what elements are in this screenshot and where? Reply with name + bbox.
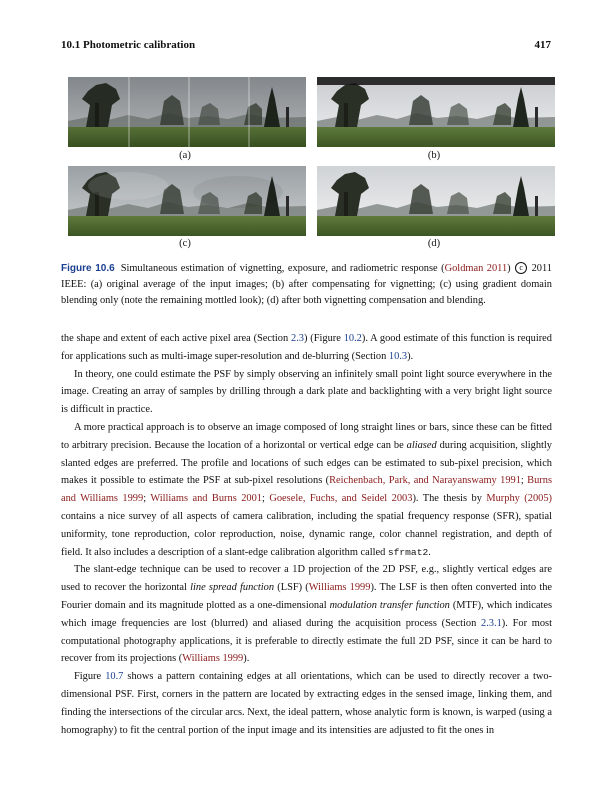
emphasis: aliased (406, 439, 437, 451)
paragraph (61, 330, 552, 366)
citation-link[interactable]: Burns and Williams 1999 (61, 475, 552, 505)
text-run: ). The LSF is then often converted into the Fourier domain and its magnitude plotted as a one-dimensional (61, 582, 553, 611)
section-reference-link[interactable]: 10.3 (388, 350, 408, 362)
text-run: ; (262, 493, 270, 505)
figure-panel-c-label: (c) (179, 238, 191, 249)
paragraph (61, 668, 552, 739)
figure-panel-c-image (68, 166, 306, 236)
running-section-title: 10.1 Photometric calibration (61, 39, 196, 51)
emphasis: modulation transfer function (329, 599, 450, 611)
paragraph (61, 419, 552, 561)
code-name: sfrmat2 (387, 546, 429, 558)
paragraph (61, 366, 552, 419)
text-run: ) (Figure (304, 333, 344, 344)
caption-text: Simultaneous estimation of vignetting, exposure, and radiometric response ( (120, 263, 445, 274)
page-header (61, 39, 551, 55)
citation-link[interactable]: Reichenbach, Park, and Narayanswamy 1991 (329, 475, 521, 487)
caption-text: 2011 IEEE: (a) original average of the input images; (b) after compensating for vignetting; (c) using gradient domain blending only (note the remaining mottled look); (d) after both vignetting compensation and blending. (61, 263, 553, 306)
citation-link[interactable]: Williams 1999 (182, 653, 244, 665)
body-text (61, 330, 552, 739)
text-run: contains a nice survey of all aspects of camera calibration, including the spatial frequency response (SFR), spatial uniformity, tone reproduction, color reproduction, noise, dynamic range, color channel registration, and depth of field. It also includes a description of a slant-edge calibration algorithm called (61, 510, 552, 558)
text-run: . (428, 546, 431, 558)
paragraph (61, 561, 552, 668)
figure-panel-b-image (317, 77, 555, 147)
figure-reference-link[interactable]: 10.7 (105, 671, 124, 683)
text-run: Figure (74, 671, 106, 683)
text-run: (LSF) ( (274, 582, 309, 594)
citation-link[interactable]: Goldman 2011 (444, 263, 508, 274)
emphasis: line spread function (190, 582, 275, 594)
text-run: the shape and extent of each active pixel area (Section (61, 333, 292, 344)
text-run: ). (407, 350, 414, 362)
figure-panel-b-label: (b) (427, 150, 441, 161)
text-run: ). A good estimate of this function is required for applications such as multi-image super-resolution and de-blurring (Section (61, 333, 552, 362)
text-run: In theory, one could estimate the PSF by simply observing an infinitely small point light source everywhere in the image. Creating an array of samples by drilling through a dark plate and backlighting with a very bright light source is difficult in practice. (61, 368, 552, 416)
text-run: The slant-edge technique can be used to recover a 1D projection of the 2D PSF, e.g., slightly vertical edges are used to recover the horizontal (61, 564, 552, 594)
caption-text: ) (507, 263, 515, 274)
figure-number: Figure 10.6 (61, 263, 115, 274)
text-run: ). For most computational photography applications, it is preferable to directly estimate the full 2D PSF, since it can be hard to recover from its projections ( (61, 617, 552, 665)
text-run: ; (520, 475, 528, 487)
figure-panel-d-label: (d) (427, 238, 441, 249)
text-run: shows a pattern containing edges at all orientations, which can be used to directly recover a two-dimensional PSF. First, corners in the pattern are located by extracting edges in the sensed image, linking them, and finding the intersections of the circular arcs. Next, the ideal pattern, whose analytic form is known, is warped (using a homography) to fit the central portion of the input image and its intensities are adjusted to fit the ones in (61, 671, 552, 736)
figure-caption (61, 261, 552, 308)
figure-panel-a-image (68, 77, 306, 147)
citation-link[interactable]: Williams and Burns 2001 (150, 493, 262, 505)
section-reference-link[interactable]: 2.3 (291, 333, 305, 344)
text-run: ; (143, 493, 151, 505)
figure-reference-link[interactable]: 10.2 (343, 333, 362, 344)
text-run: ). (243, 653, 250, 665)
text-run: ). The thesis by (412, 493, 487, 505)
page-number: 417 (534, 39, 551, 51)
citation-link[interactable]: Goesele, Fuchs, and Seidel 2003 (269, 493, 413, 505)
section-reference-link[interactable]: 2.3.1 (481, 617, 502, 629)
figure-panel-d-image (317, 166, 555, 236)
text-run: during acquisition, slightly slanted edges are preferred. The profile and locations of such edges can be estimated to sub-pixel precision, which makes it possible to estimate the PSF at sub-pixel resolutions ( (61, 439, 552, 487)
text-run: (MTF), which indicates which image frequencies are lost (blurred) and aliased during the acquisition process (Section (61, 599, 552, 629)
copyright-icon: c (515, 262, 527, 274)
citation-link[interactable]: Williams 1999 (308, 582, 371, 594)
citation-link[interactable]: Murphy (2005) (486, 493, 552, 505)
text-run: A more practical approach is to observe an image composed of long straight lines or bars, since these can be fitted to arbitrary precision. Because the location of a horizontal or vertical edge can be (61, 421, 552, 451)
figure-panel-a-label: (a) (179, 150, 191, 161)
